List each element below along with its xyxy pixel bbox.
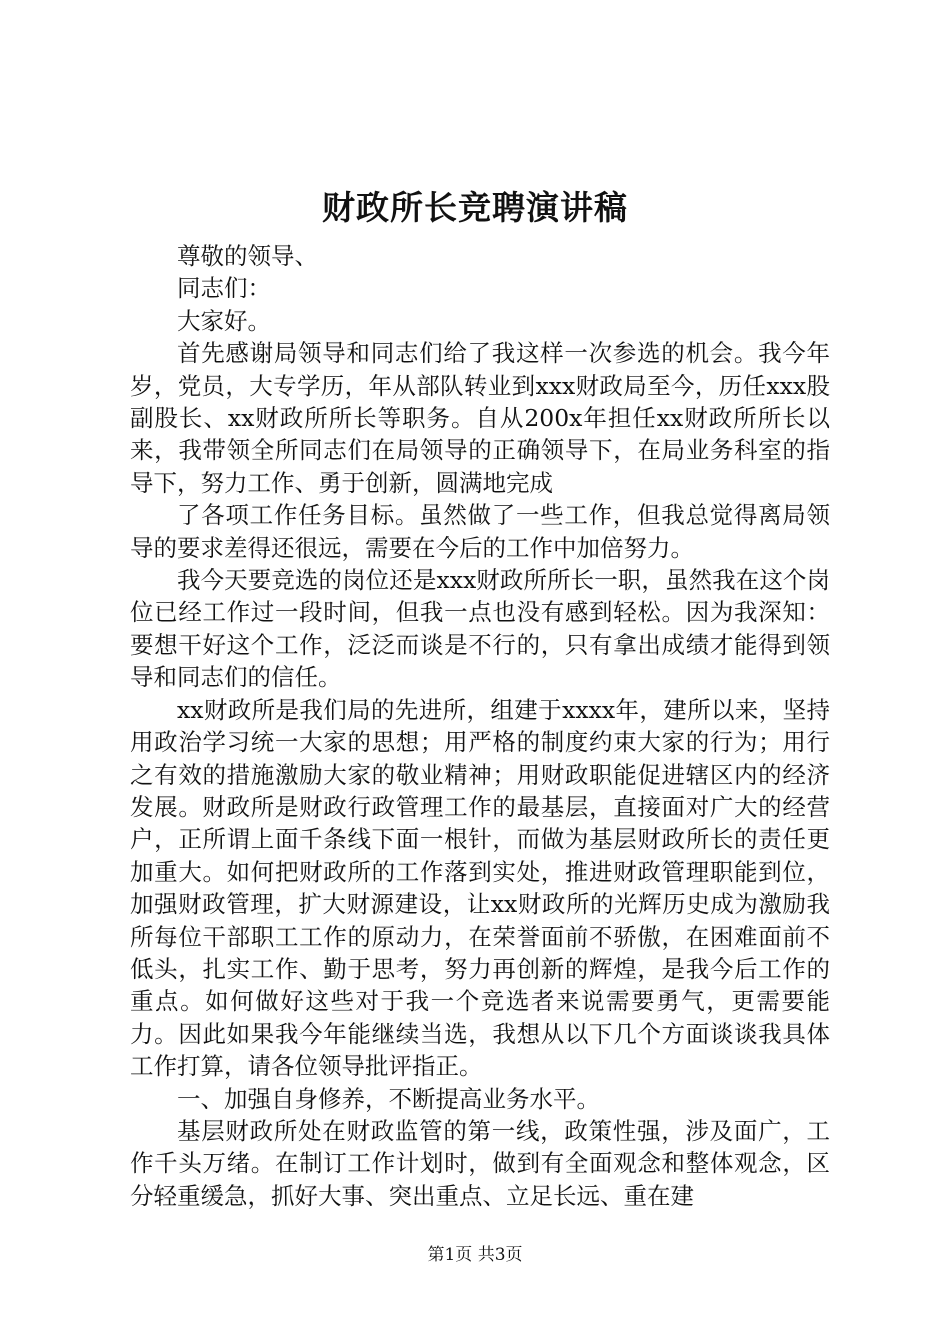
body-paragraph: 我今天要竞选的岗位还是xxx财政所所长一职，虽然我在这个岗位已经工作过一段时间，但我一点也没有感到轻松。因为我深知：要想干好这个工作，泛泛而谈是不行的，只有拿出成绩才能得到领导和同志们的信任。 bbox=[130, 566, 830, 692]
document-title: 财政所长竞聘演讲稿 bbox=[322, 188, 628, 227]
body-paragraph: xx财政所是我们局的先进所，组建于xxxx年，建所以来，坚持用政治学习统一大家的思想；用严格的制度约束大家的行为；用行之有效的措施激励大家的敬业精神；用财政职能促进辖区内的经济发展。财政所是财政行政管理工作的最基层，直接面对广大的经营户，正所谓上面千条线下面一根针，而做为基层财政所长的责任更加重大。如何把财政所的工作落到实处，推进财政管理职能到位，加强财政管理，扩大财源建设，让xx财政所的光辉历史成为激励我所每位干部职工工作的原动力，在荣誉面前不骄傲，在困难面前不低头，扎实工作、勤于思考，努力再创新的辉煌，是我今后工作的重点。如何做好这些对于我一个竞选者来说需要勇气，更需要能力。因此如果我今年能继续当选，我想从以下几个方面谈谈我具体工作打算，请各位领导批评指正。 bbox=[130, 695, 830, 1081]
body-paragraph: 基层财政所处在财政监管的第一线，政策性强，涉及面广，工作千头万绪。在制订工作计划时，做到有全面观念和整体观念，区分轻重缓急，抓好大事、突出重点、立足长远、重在建 bbox=[130, 1116, 830, 1210]
body-paragraph: 了各项工作任务目标。虽然做了一些工作，但我总觉得离局领导的要求差得还很远，需要在今后的工作中加倍努力。 bbox=[130, 501, 830, 562]
salutation-line: 同志们： bbox=[177, 274, 271, 303]
greeting-line: 大家好。 bbox=[177, 306, 271, 335]
section-heading: 一、加强自身修养，不断提高业务水平。 bbox=[177, 1084, 600, 1113]
body-paragraph: 首先感谢局领导和同志们给了我这样一次参选的机会。我今年岁，党员，大专学历，年从部队转业到xxx财政局至今，历任xxx股副股长、xx财政所所长等职务。自从200x年担任xx财政所所长以来，我带领全所同志们在局领导的正确领导下，在局业务科室的指导下，努力工作、勇于创新，圆满地完成 bbox=[130, 339, 830, 497]
document-body bbox=[130, 240, 830, 1212]
salutation-line: 尊敬的领导、 bbox=[177, 242, 318, 270]
page-number-footer: 第1页 共3页 bbox=[427, 1245, 523, 1265]
